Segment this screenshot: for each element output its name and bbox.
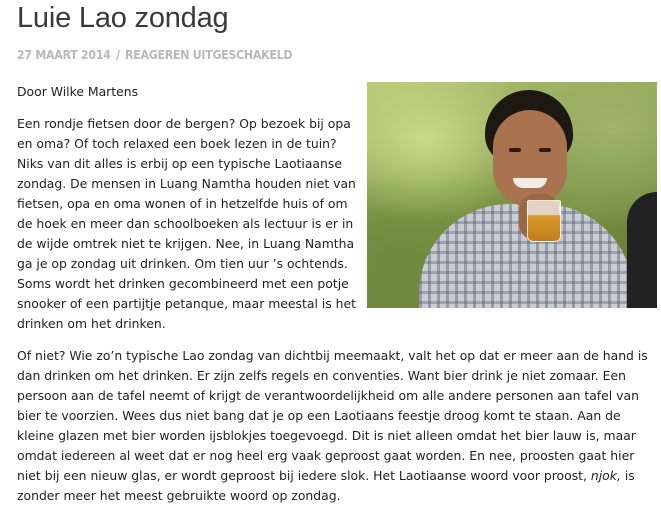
- post-meta: [17, 47, 292, 62]
- article-paragraph-2: Of niet? Wie zo’n typische Lao zondag van dichtbij meemaakt, valt het op dat er meer aan de hand is dan drinken om het drinken. Er zijn zelfs regels en conventies. Want bier drink je niet zomaar. Een persoon aan de tafel neemt of krijgt de verantwoordelijkheid om alle andere personen aan tafel van bier te voorzien. Wees dus niet bang dat je op een Laotiaans feestje droog komt te staan. Aan de kleine glazen met bier worden ijsblokjes toegevoegd. Dit is niet alleen omdat het bier lauw is, maar omdat iedereen al weet dat er nog heel erg vaak geproost gaat worden. En nee, proosten gaat hier niet bij een nieuw glas, er wordt geproost bij iedere slok. Het Laotiaanse woord voor proost, njok, is zonder meer het meest gebruikte woord op zondag.: [17, 348, 648, 503]
- article-photo: [367, 82, 657, 308]
- beer-glass-icon: [527, 200, 561, 242]
- article-byline: Door Wilke Martens: [17, 84, 139, 99]
- article-paragraph-1: Een rondje fietsen door de bergen? Op bezoek bij opa en oma? Of toch relaxed een boek lezen in de tuin? Niks van dit alles is erbij op een typische Laotiaanse zondag. De mensen in Luang Namtha houden niet van fietsen, opa en oma wonen of in hetzelfde huis of om de hoek en meer dan schoolboeken als lectuur is er in de wijde omtrek niet te krijgen. Nee, in Luang Namtha ga je op zondag uit drinken. Om tien uur ’s ochtends. Soms wordt het drinken gecombineerd met een potje snooker of een partijtje petanque, maar meestal is het drinken om het drinken.: [17, 116, 357, 331]
- meta-separator: /: [115, 47, 120, 62]
- post-title: Luie Lao zondag: [17, 2, 229, 34]
- post-date: 27 MAART 2014: [17, 47, 111, 62]
- comments-status: REAGEREN UITGESCHAKELD: [125, 47, 293, 62]
- emphasis-njok: njok,: [590, 468, 621, 483]
- article-content: [17, 82, 657, 518]
